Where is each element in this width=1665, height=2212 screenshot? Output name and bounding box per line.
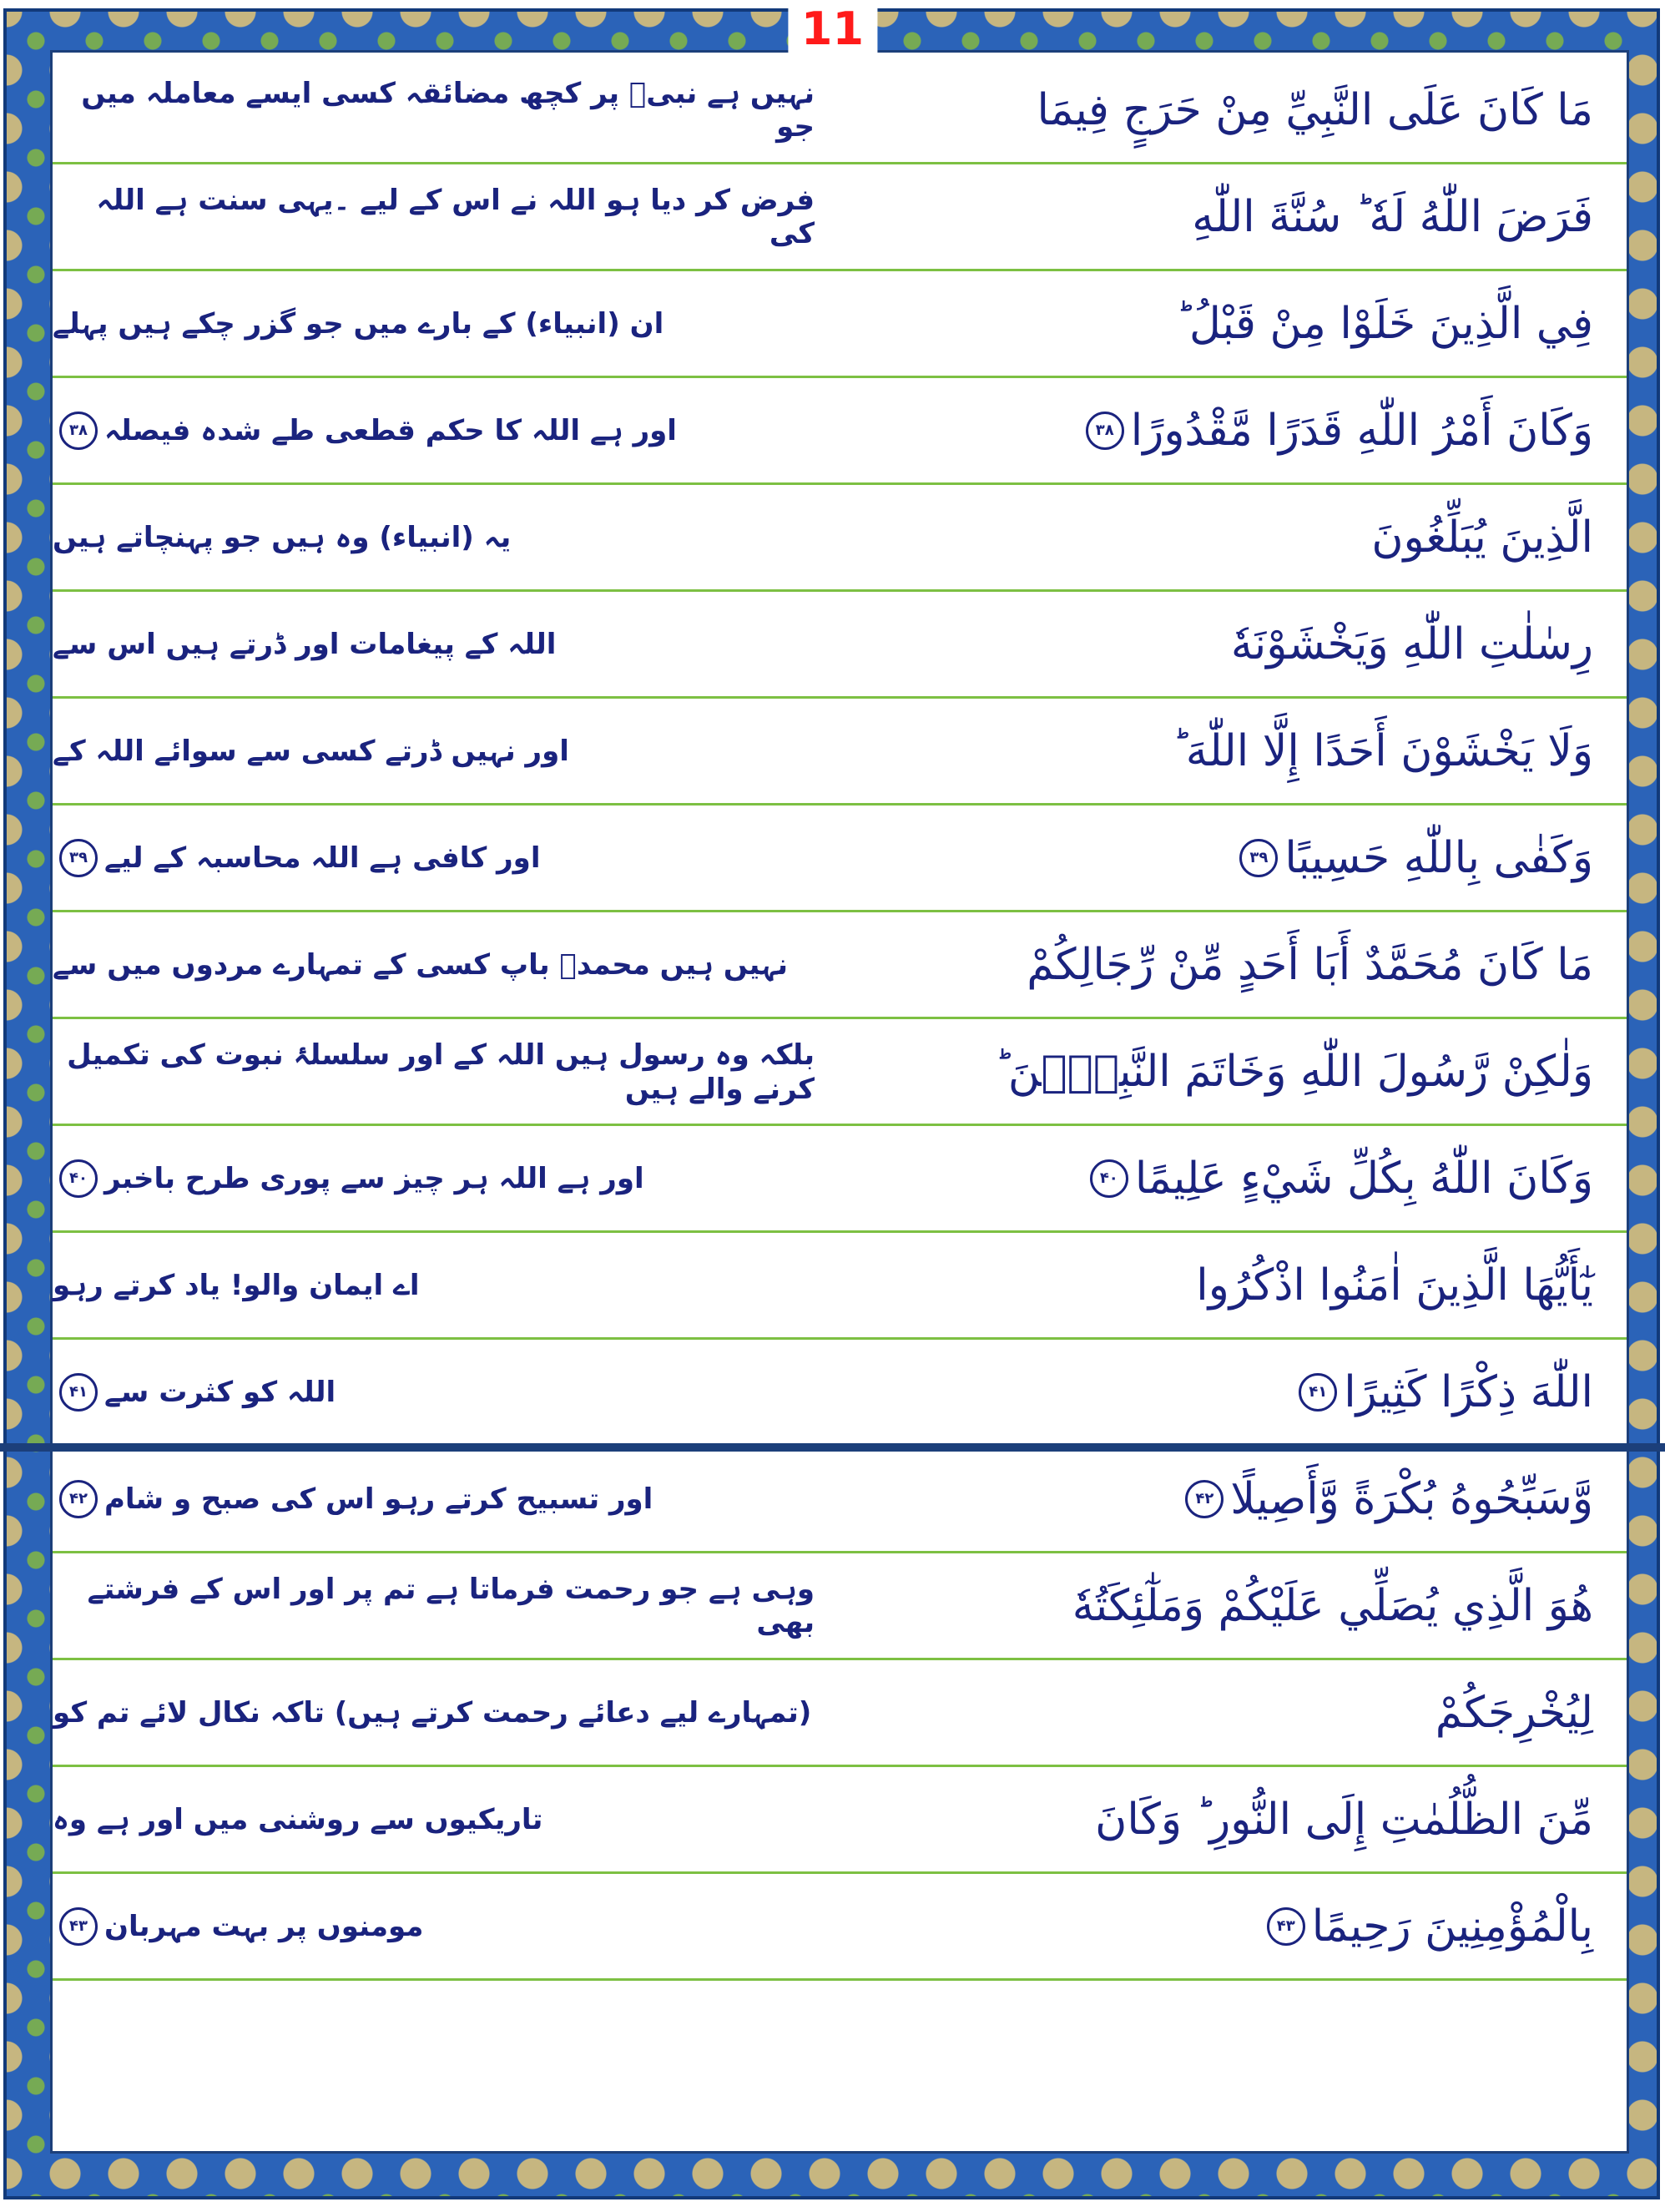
verse-row (53, 1660, 1627, 1767)
ayah-number-marker: ۳۹ (59, 839, 98, 877)
arabic-verse-cell (840, 1553, 1627, 1658)
ayah-number-marker: ۴۳ (59, 1907, 98, 1946)
ayah-number-marker: ۴۲ (59, 1480, 98, 1518)
verse-row (53, 912, 1627, 1019)
arabic-verse-cell (840, 1660, 1627, 1765)
urdu-translation: اور نہیں ڈرتے کسی سے سوائے اللہ کے (53, 735, 569, 768)
ayah-number-marker: ۳۸ (1086, 412, 1124, 450)
verse-row (53, 1447, 1627, 1553)
arabic-verse-cell (840, 1767, 1627, 1871)
ayah-number-marker: ۴۲ (1185, 1480, 1224, 1518)
arabic-verse: الَّذِينَ يُبَلِّغُونَ (1371, 512, 1593, 563)
verse-row (53, 1340, 1627, 1447)
arabic-verse-cell (840, 912, 1627, 1017)
urdu-translation: اللہ کو کثرت سے (104, 1376, 336, 1409)
arabic-verse: وَكَفٰى بِاللّٰهِ حَسِيبًا (1284, 832, 1593, 883)
urdu-translation-cell (53, 485, 840, 589)
arabic-verse-cell (840, 164, 1627, 269)
content-panel (50, 50, 1629, 2154)
urdu-translation-cell (53, 1874, 840, 1978)
urdu-translation-cell (53, 1233, 840, 1337)
urdu-translation: ان (انبیاء) کے بارے میں جو گزر چکے ہیں پہلے (53, 307, 664, 341)
verse-row (53, 1233, 1627, 1340)
urdu-translation: یہ (انبیاء) وہ ہیں جو پہنچاتے ہیں (53, 521, 512, 554)
urdu-translation-cell (53, 58, 840, 162)
ayah-number-marker: ۴۱ (59, 1373, 98, 1412)
verse-row (53, 271, 1627, 378)
verse-row (53, 1553, 1627, 1660)
urdu-translation: وہی ہے جو رحمت فرماتا ہے تم پر اور اس کے فرشتے بھی (87, 1573, 815, 1639)
urdu-translation: اے ایمان والو! یاد کرتے رہو (53, 1269, 420, 1302)
arabic-verse: وَّسَبِّحُوهُ بُكْرَةً وَّأَصِيلًا (1230, 1473, 1593, 1524)
urdu-translation-cell (53, 699, 840, 803)
arabic-verse: فَرَضَ اللّٰهُ لَهٗ ؕ سُنَّةَ اللّٰهِ (1192, 191, 1593, 242)
urdu-translation: (تمہارے لیے دعائے رحمت کرتے ہیں) تاکہ نکال لائے تم کو (53, 1696, 812, 1730)
urdu-translation: اور ہے اللہ کا حکم قطعی طے شدہ فیصلہ (104, 414, 677, 447)
arabic-verse-cell (840, 806, 1627, 910)
urdu-translation-cell (53, 164, 840, 269)
verse-row (53, 806, 1627, 912)
urdu-translation: تاریکیوں سے روشنی میں اور ہے وہ (53, 1803, 543, 1836)
verse-row (53, 1126, 1627, 1233)
urdu-translation-cell (53, 1126, 840, 1230)
urdu-translation-cell (53, 806, 840, 910)
arabic-verse-cell (840, 699, 1627, 803)
arabic-verse-cell (840, 1233, 1627, 1337)
verse-row (53, 378, 1627, 485)
verse-row (53, 699, 1627, 806)
arabic-verse-cell (840, 271, 1627, 376)
urdu-translation: نہیں ہیں محمدؐ باپ کسی کے تمہارے مردوں میں سے (53, 948, 789, 982)
ayah-number-marker: ۴۰ (1090, 1159, 1128, 1198)
verse-row (53, 1019, 1627, 1126)
urdu-translation-cell (53, 592, 840, 696)
urdu-translation-cell (53, 912, 840, 1017)
verse-row (53, 164, 1627, 271)
urdu-translation: مومنوں پر بہت مہربان (104, 1910, 424, 1943)
verse-row (53, 1767, 1627, 1874)
urdu-translation: بلکہ وہ رسول ہیں اللہ کے اور سلسلۂ نبوت کی تکمیل کرنے والے ہیں (67, 1038, 815, 1106)
verse-row (53, 1874, 1627, 1981)
urdu-translation: نہیں ہے نبیؐ پر کچھ مضائقہ کسی ایسے معاملہ میں جو (81, 77, 815, 144)
urdu-translation: فرض کر دیا ہو اللہ نے اس کے لیے ۔یہی سنت ہے اللہ کی (96, 184, 815, 250)
ayah-number-marker: ۴۱ (1299, 1373, 1337, 1412)
urdu-translation: اور ہے اللہ ہر چیز سے پوری طرح باخبر (104, 1162, 644, 1195)
urdu-translation-cell (53, 1767, 840, 1871)
verse-row (53, 485, 1627, 592)
arabic-verse: رِسٰلٰتِ اللّٰهِ وَيَخْشَوْنَهٗ (1230, 619, 1593, 669)
ayah-number-marker: ۳۸ (59, 412, 98, 450)
arabic-verse: يٰٓأَيُّهَا الَّذِينَ اٰمَنُوا اذْكُرُوا (1196, 1260, 1593, 1311)
arabic-verse-cell (840, 1340, 1627, 1444)
arabic-verse: وَكَانَ أَمْرُ اللّٰهِ قَدَرًا مَّقْدُورًا (1130, 405, 1593, 456)
urdu-translation-cell (53, 1553, 840, 1658)
arabic-verse-cell (840, 485, 1627, 589)
arabic-verse: وَلَا يَخْشَوْنَ أَحَدًا إِلَّا اللّٰهَ ؕ (1172, 725, 1593, 776)
arabic-verse-cell (840, 378, 1627, 482)
ayah-number-marker: ۳۹ (1239, 839, 1278, 877)
arabic-verse: لِيُخْرِجَكُمْ (1435, 1687, 1593, 1738)
arabic-verse-cell (840, 592, 1627, 696)
ayah-number-marker: ۴۰ (59, 1159, 98, 1198)
arabic-verse: هُوَ الَّذِي يُصَلِّي عَلَيْكُمْ وَمَلٰٓئِكَتُهٗ (1072, 1580, 1593, 1631)
arabic-verse: مَا كَانَ مُحَمَّدٌ أَبَا أَحَدٍ مِّنْ رِّجَالِكُمْ (1027, 939, 1593, 990)
ayah-number-marker: ۴۳ (1267, 1907, 1305, 1946)
urdu-translation-cell (53, 1447, 840, 1551)
urdu-translation-cell (53, 1340, 840, 1444)
arabic-verse-cell (840, 1019, 1627, 1124)
arabic-verse: وَكَانَ اللّٰهُ بِكُلِّ شَيْءٍ عَلِيمًا (1134, 1153, 1593, 1204)
urdu-translation: اور تسبیح کرتے رہو اس کی صبح و شام (104, 1482, 653, 1516)
arabic-verse-cell (840, 1447, 1627, 1551)
arabic-verse-cell (840, 58, 1627, 162)
urdu-translation-cell (53, 378, 840, 482)
arabic-verse: اللّٰهَ ذِكْرًا كَثِيرًا (1344, 1366, 1593, 1417)
urdu-translation-cell (53, 1019, 840, 1124)
verse-row (53, 58, 1627, 164)
arabic-verse-cell (840, 1874, 1627, 1978)
arabic-verse: مَا كَانَ عَلَى النَّبِيِّ مِنْ حَرَجٍ فِيمَا (1037, 84, 1593, 135)
urdu-translation-cell (53, 271, 840, 376)
urdu-translation-cell (53, 1660, 840, 1765)
urdu-translation: اللہ کے پیغامات اور ڈرتے ہیں اس سے (53, 628, 557, 661)
arabic-verse: بِالْمُؤْمِنِينَ رَحِيمًا (1311, 1901, 1593, 1952)
urdu-translation: اور کافی ہے اللہ محاسبہ کے لیے (104, 841, 541, 875)
arabic-verse-cell (840, 1126, 1627, 1230)
arabic-verse: فِي الَّذِينَ خَلَوْا مِنْ قَبْلُ ؕ (1175, 298, 1593, 349)
arabic-verse: وَلٰكِنْ رَّسُولَ اللّٰهِ وَخَاتَمَ النَّبِيّٖنَ ؕ (994, 1046, 1593, 1097)
verse-row (53, 592, 1627, 699)
arabic-verse: مِّنَ الظُّلُمٰتِ إِلَى النُّورِ ؕ وَكَانَ (1095, 1794, 1593, 1845)
page-number: 11 (788, 5, 877, 53)
